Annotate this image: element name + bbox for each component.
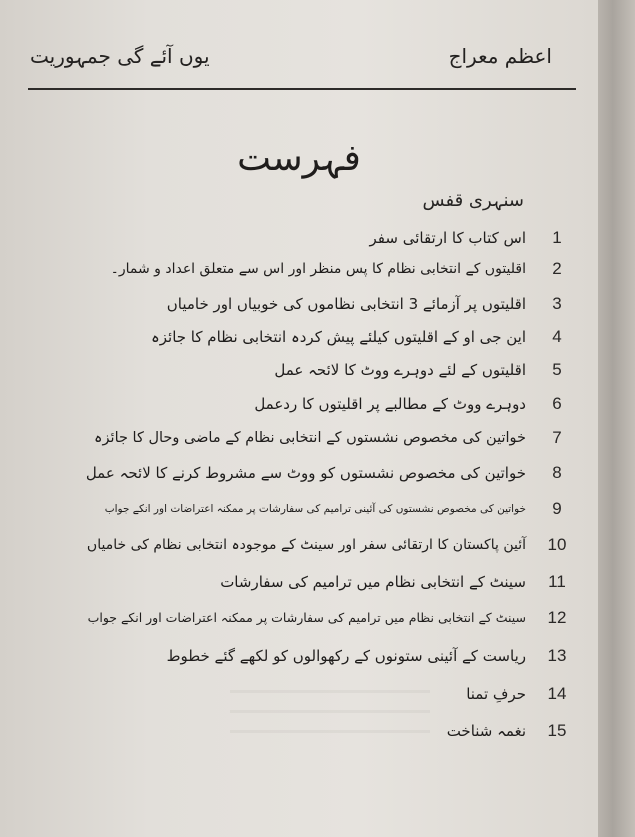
toc-entry-number: 1 xyxy=(552,228,562,247)
toc-entry-text: اس کتاب کا ارتقائی سفر xyxy=(369,229,526,247)
toc-subtitle: سنہری قفس xyxy=(422,190,524,211)
toc-entry-number: 7 xyxy=(552,428,562,447)
toc-entry-number: 5 xyxy=(552,360,562,379)
toc-entry-text: خواتین کی مخصوص نشستوں کو ووٹ سے مشروط کرنے کا لائحہ عمل xyxy=(85,464,526,482)
toc-entry-12 xyxy=(0,601,598,635)
toc-entry-number: 15 xyxy=(547,721,567,740)
toc-entry-text: اقلیتوں پر آزمائے 3 انتخابی نظاموں کی خوبیاں اور خامیاں xyxy=(166,295,526,313)
toc-entry-5 xyxy=(0,353,598,387)
bleed-through-texture xyxy=(230,690,430,750)
toc-entry-text: حرفِ تمنا xyxy=(466,685,526,703)
toc-entry-number: 12 xyxy=(547,608,567,627)
toc-entry-text: خواتین کی مخصوص نشستوں کی آئینی ترامیم کی سفارشات پر ممکنہ اعتراضات اور انکے جواب xyxy=(104,503,526,515)
toc-entry-10 xyxy=(0,528,598,562)
toc-entry-13 xyxy=(0,639,598,673)
toc-entry-text: سینٹ کے انتخابی نظام میں ترامیم کی سفارشات xyxy=(220,573,526,591)
toc-entry-text: ریاست کے آئینی ستونوں کے رکھوالوں کو لکھے گئے خطوط xyxy=(166,647,526,665)
toc-entry-number: 6 xyxy=(552,394,562,413)
toc-entry-6 xyxy=(0,387,598,421)
toc-entry-7 xyxy=(0,421,598,455)
toc-entry-number: 4 xyxy=(552,327,562,346)
toc-entry-text: این جی او کے اقلیتوں کیلئے پیش کردہ انتخابی نظام کا جائزہ xyxy=(150,328,526,346)
toc-entry-text: دوہرے ووٹ کے مطالبے پر اقلیتوں کا ردعمل xyxy=(254,395,526,413)
toc-entry-text: اقلیتوں کے لئے دوہرے ووٹ کا لائحہ عمل xyxy=(274,361,526,379)
toc-entry-number: 10 xyxy=(547,535,567,554)
running-header-author: اعظم معراج xyxy=(448,44,552,68)
toc-title: فہرست xyxy=(237,138,361,179)
toc-entry-number: 3 xyxy=(552,294,562,313)
toc-entry-text: خواتین کی مخصوص نشستوں کے انتخابی نظام کے ماضی وحال کا جائزہ xyxy=(94,430,526,446)
toc-entry-11 xyxy=(0,565,598,599)
toc-entry-9 xyxy=(0,492,598,526)
page-edge-shadow xyxy=(598,0,635,837)
toc-entry-number: 2 xyxy=(552,259,562,278)
toc-entry-3 xyxy=(0,287,598,321)
toc-entry-text: نغمہ شناخت xyxy=(446,722,526,740)
toc-entry-number: 8 xyxy=(552,463,562,482)
toc-entry-8 xyxy=(0,456,598,490)
toc-entry-2 xyxy=(0,252,598,286)
toc-entry-number: 9 xyxy=(552,499,562,518)
running-header-book-title: یوں آئے گی جمہوریت xyxy=(30,44,210,68)
toc-entry-text: آئین پاکستان کا ارتقائی سفر اور سینٹ کے موجودہ انتخابی نظام کی خامیاں xyxy=(86,537,526,553)
toc-entry-4 xyxy=(0,320,598,354)
toc-entry-text: اقلیتوں کے انتخابی نظام کا پس منظر اور اس سے متعلق اعداد و شمار۔ xyxy=(110,261,526,277)
toc-entry-number: 11 xyxy=(548,572,566,591)
toc-entry-number: 13 xyxy=(547,646,567,665)
toc-entry-text: سینٹ کے انتخابی نظام میں ترامیم کی سفارشات پر ممکنہ اعتراضات اور انکے جواب xyxy=(87,610,526,625)
toc-entry-number: 14 xyxy=(547,684,567,703)
toc-entry-1 xyxy=(0,221,598,255)
